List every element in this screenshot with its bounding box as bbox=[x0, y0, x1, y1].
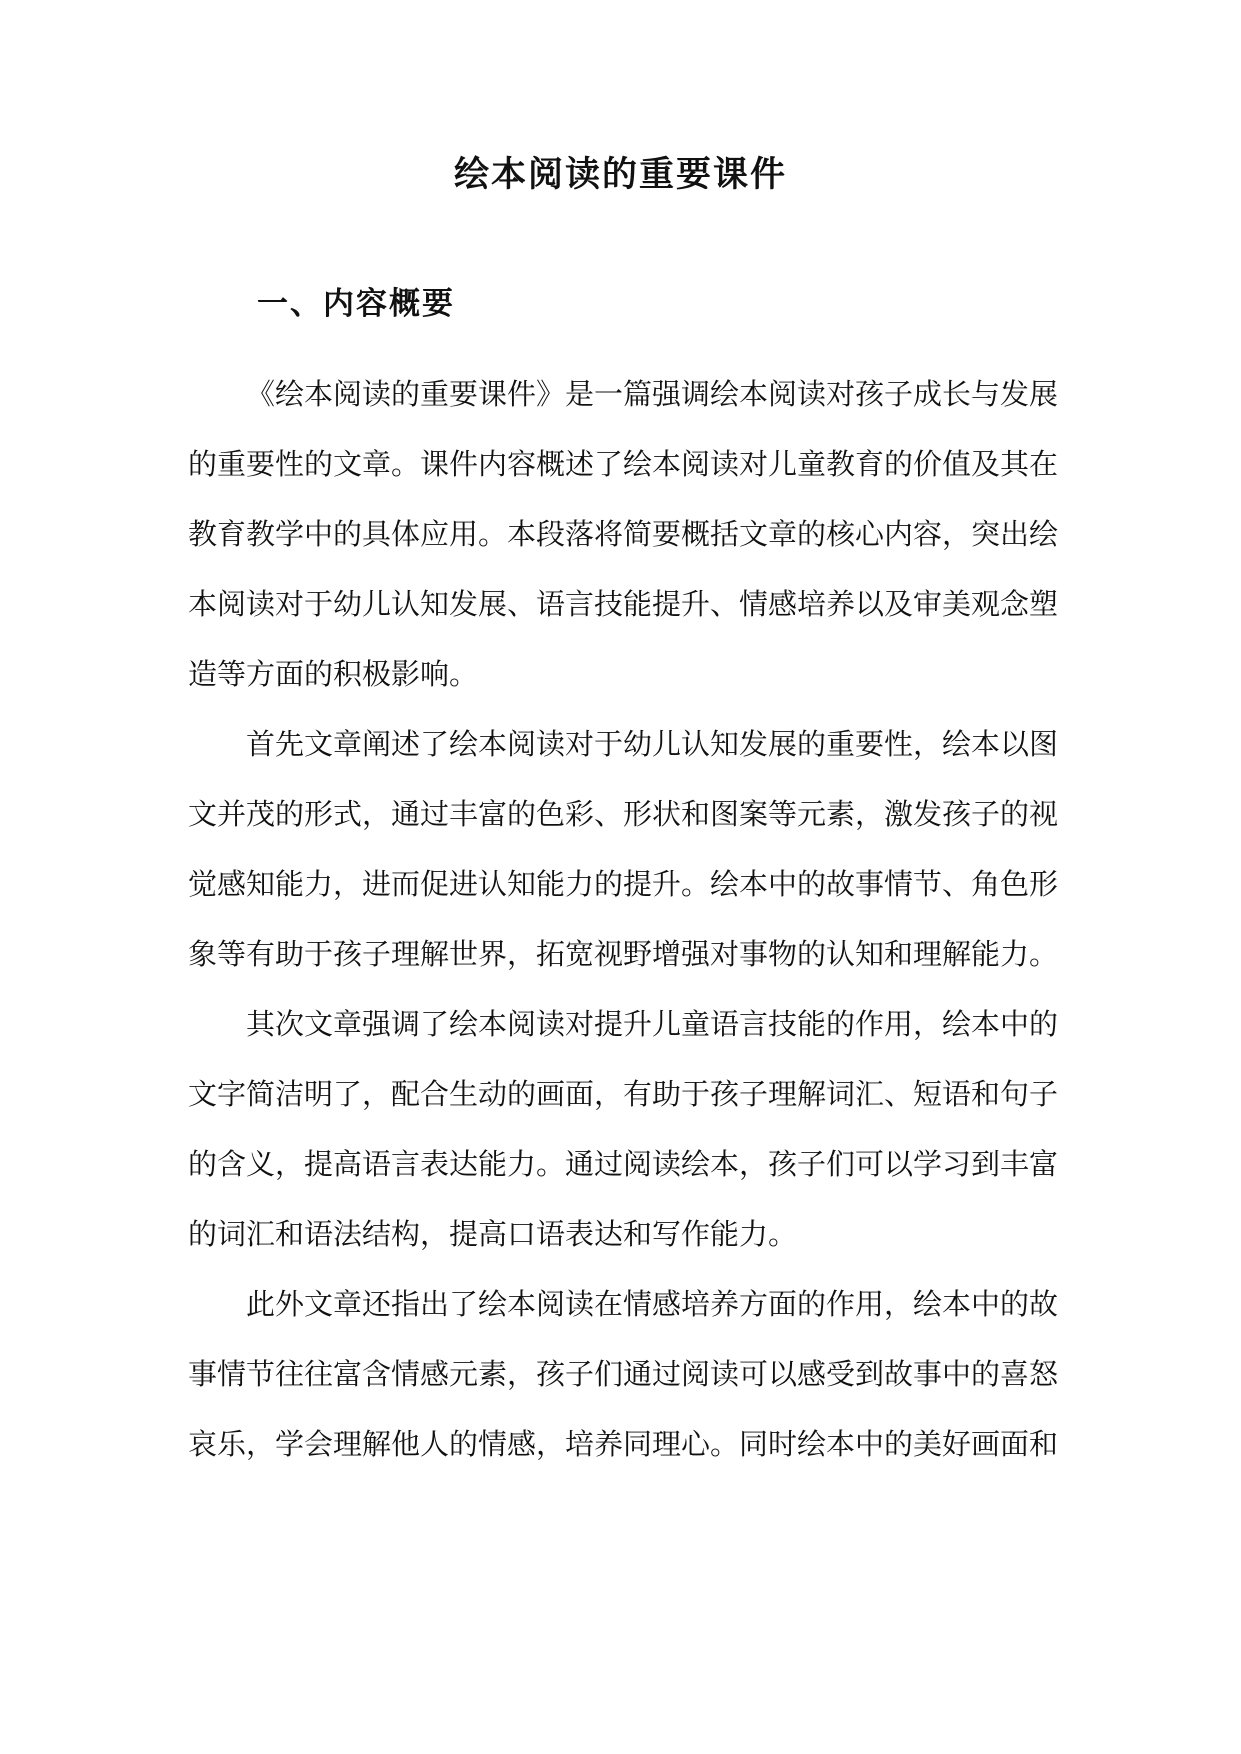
paragraph-line: 哀乐，学会理解他人的情感，培养同理心。同时绘本中的美好画面和 bbox=[188, 1427, 1059, 1461]
paragraph bbox=[188, 989, 1059, 1269]
paragraph-line: 的词汇和语法结构，提高口语表达和写作能力。 bbox=[188, 1217, 798, 1251]
paragraph-line: 《绘本阅读的重要课件》是一篇强调绘本阅读对孩子成长与发展 bbox=[246, 377, 1059, 411]
paragraph bbox=[188, 1269, 1059, 1479]
paragraph-line: 此外文章还指出了绘本阅读在情感培养方面的作用，绘本中的故 bbox=[246, 1287, 1059, 1321]
paragraph-line: 教育教学中的具体应用。本段落将简要概括文章的核心内容，突出绘 bbox=[188, 517, 1059, 551]
paragraph-line: 造等方面的积极影响。 bbox=[188, 657, 479, 691]
section-heading: 一、内容概要 bbox=[257, 286, 455, 322]
paragraph-line: 首先文章阐述了绘本阅读对于幼儿认知发展的重要性，绘本以图 bbox=[246, 727, 1059, 761]
paragraph bbox=[188, 359, 1059, 709]
paragraph-line: 的重要性的文章。课件内容概述了绘本阅读对儿童教育的价值及其在 bbox=[188, 447, 1059, 481]
document-body bbox=[188, 359, 1059, 1479]
paragraph-line: 觉感知能力，进而促进认知能力的提升。绘本中的故事情节、角色形 bbox=[188, 867, 1059, 901]
paragraph-line: 文字简洁明了，配合生动的画面，有助于孩子理解词汇、短语和句子 bbox=[188, 1077, 1059, 1111]
paragraph-line: 其次文章强调了绘本阅读对提升儿童语言技能的作用，绘本中的 bbox=[246, 1007, 1059, 1041]
paragraph-line: 的含义，提高语言表达能力。通过阅读绘本，孩子们可以学习到丰富 bbox=[188, 1147, 1059, 1181]
document-title: 绘本阅读的重要课件 bbox=[453, 155, 787, 195]
paragraph bbox=[188, 709, 1059, 989]
paragraph-line: 象等有助于孩子理解世界，拓宽视野增强对事物的认知和理解能力。 bbox=[188, 937, 1059, 971]
paragraph-line: 文并茂的形式，通过丰富的色彩、形状和图案等元素，激发孩子的视 bbox=[188, 797, 1059, 831]
paragraph-line: 事情节往往富含情感元素，孩子们通过阅读可以感受到故事中的喜怒 bbox=[188, 1357, 1059, 1391]
paragraph-line: 本阅读对于幼儿认知发展、语言技能提升、情感培养以及审美观念塑 bbox=[188, 587, 1059, 621]
